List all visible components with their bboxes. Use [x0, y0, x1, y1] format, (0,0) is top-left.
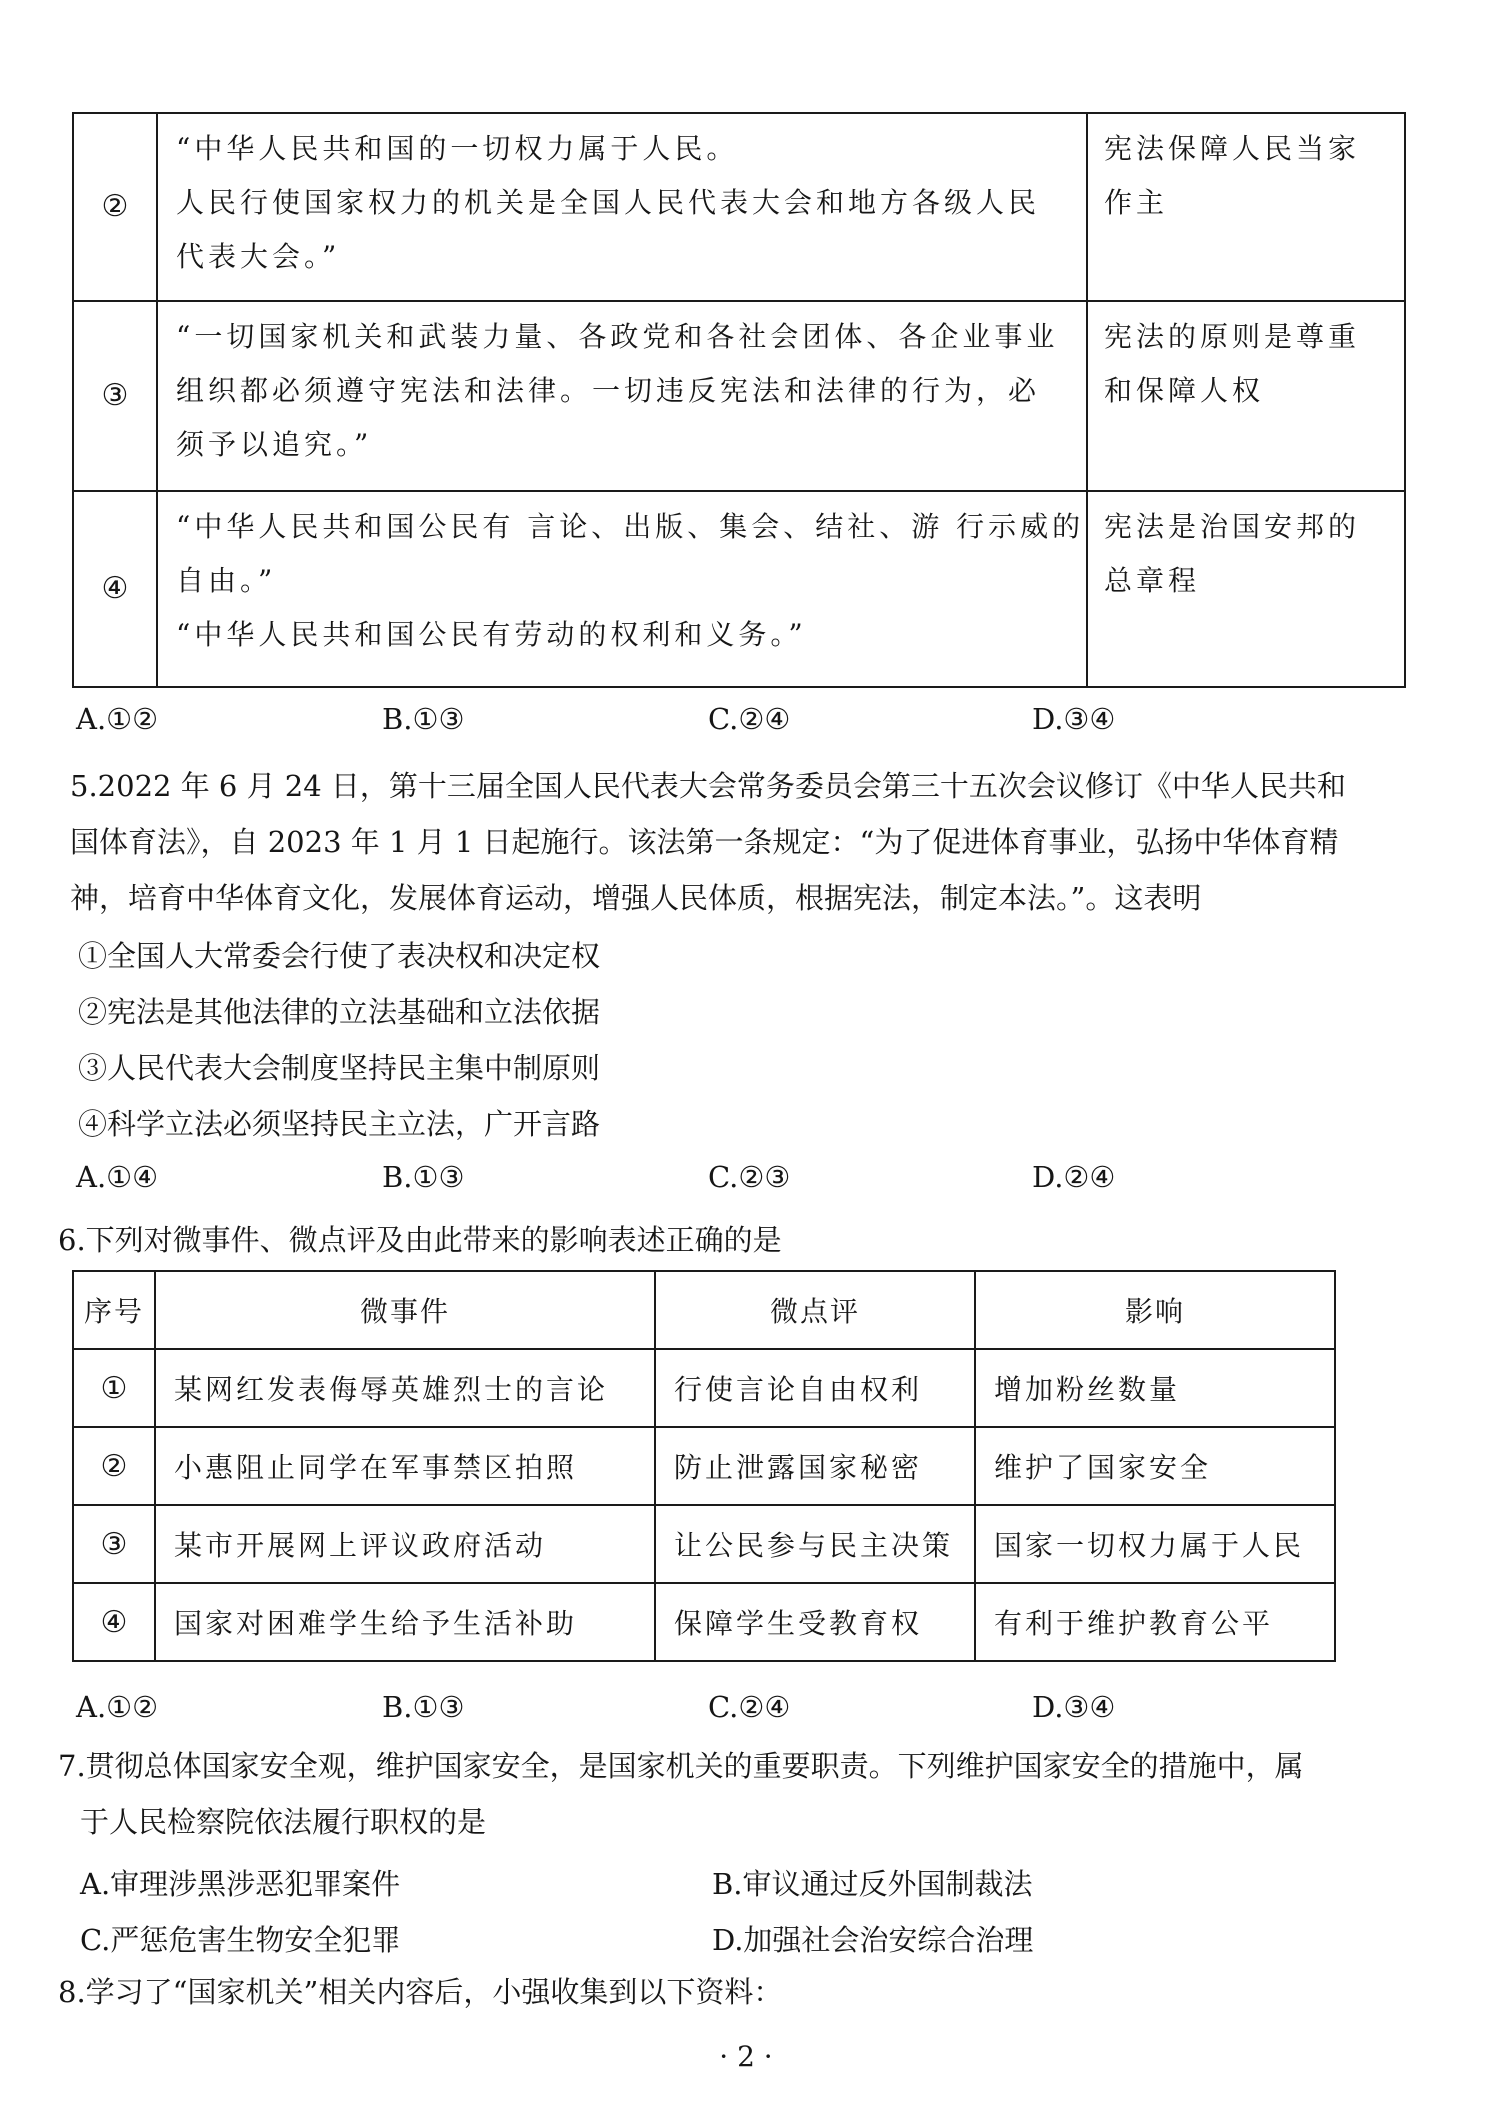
q6-options	[76, 1690, 1376, 1734]
q5-item: ①全国人大常委会行使了表决权和决定权	[78, 939, 601, 973]
table-row	[73, 113, 1405, 301]
impact-cell: 增加粉丝数量	[975, 1349, 1335, 1427]
constitution-table	[72, 112, 1406, 688]
option-d[interactable]: D.③④	[1032, 702, 1116, 736]
conclusion: 宪法是治国安邦的 总章程	[1087, 491, 1405, 687]
event-cell: 小惠阻止同学在军事禁区拍照	[155, 1427, 655, 1505]
table-row	[73, 1427, 1335, 1505]
table-header-row	[73, 1271, 1335, 1349]
comment-cell: 行使言论自由权利	[655, 1349, 975, 1427]
option-a[interactable]: A.①②	[76, 1690, 159, 1724]
row-number: ②	[73, 1427, 155, 1505]
table-row	[73, 301, 1405, 491]
option-c[interactable]: C.②④	[708, 702, 791, 736]
option-a[interactable]: A.审理涉黑涉恶犯罪案件	[80, 1867, 401, 1901]
q6-stem: 6.下列对微事件、微点评及由此带来的影响表述正确的是	[58, 1223, 782, 1257]
option-a[interactable]: A.①④	[76, 1160, 159, 1194]
impact-cell: 维护了国家安全	[975, 1427, 1335, 1505]
option-d[interactable]: D.加强社会治安综合治理	[712, 1923, 1034, 1957]
q5-options	[76, 1160, 1376, 1204]
impact-cell: 有利于维护教育公平	[975, 1583, 1335, 1661]
column-header: 影响	[975, 1271, 1335, 1349]
event-cell: 某网红发表侮辱英雄烈士的言论	[155, 1349, 655, 1427]
constitution-quote: “中华人民共和国公民有 言论、出版、集会、结社、游 行示威的 自由。” “中华人民共和国公民有劳动的权利和义务。”	[157, 491, 1087, 687]
option-d[interactable]: D.③④	[1032, 1690, 1116, 1724]
q5-item: ②宪法是其他法律的立法基础和立法依据	[78, 995, 601, 1029]
q8-stem: 8.学习了“国家机关”相关内容后，小强收集到以下资料：	[58, 1975, 783, 2009]
row-number: ③	[73, 1505, 155, 1583]
row-number: ②	[73, 113, 157, 301]
option-b[interactable]: B.①③	[382, 702, 465, 736]
option-d[interactable]: D.②④	[1032, 1160, 1116, 1194]
table-row	[73, 1505, 1335, 1583]
q5-item: ④科学立法必须坚持民主立法，广开言路	[78, 1107, 601, 1141]
row-number: ④	[73, 1583, 155, 1661]
option-b[interactable]: B.①③	[382, 1160, 465, 1194]
comment-cell: 防止泄露国家秘密	[655, 1427, 975, 1505]
option-c[interactable]: C.严惩危害生物安全犯罪	[80, 1923, 401, 1957]
column-header: 序号	[73, 1271, 155, 1349]
option-b[interactable]: B.审议通过反外国制裁法	[712, 1867, 1033, 1901]
events-table	[72, 1270, 1336, 1662]
conclusion: 宪法的原则是尊重 和保障人权	[1087, 301, 1405, 491]
table-row	[73, 1349, 1335, 1427]
row-number: ③	[73, 301, 157, 491]
q5-stem: 5.2022 年 6 月 24 日，第十三届全国人民代表大会常务委员会第三十五次会议修订《中华人民共和 国体育法》，自 2023 年 1 月 1 日起施行。该法第一条规定：“为了促进体育事业，弘扬中华体育精 神，培育中华体育文化，发展体育运动，增强人民体质，根据宪法，制定本法。”。这表明	[70, 769, 1346, 915]
impact-cell: 国家一切权力属于人民	[975, 1505, 1335, 1583]
comment-cell: 让公民参与民主决策	[655, 1505, 975, 1583]
q4-options	[76, 702, 1376, 746]
option-c[interactable]: C.②③	[708, 1160, 791, 1194]
event-cell: 国家对困难学生给予生活补助	[155, 1583, 655, 1661]
option-c[interactable]: C.②④	[708, 1690, 791, 1724]
q7-stem: 7.贯彻总体国家安全观，维护国家安全，是国家机关的重要职责。下列维护国家安全的措施中，属 于人民检察院依法履行职权的是	[58, 1749, 1304, 1839]
constitution-quote: “一切国家机关和武装力量、各政党和各社会团体、各企业事业 组织都必须遵守宪法和法律。一切违反宪法和法律的行为，必 须予以追究。”	[157, 301, 1087, 491]
row-number: ①	[73, 1349, 155, 1427]
event-cell: 某市开展网上评议政府活动	[155, 1505, 655, 1583]
conclusion: 宪法保障人民当家 作主	[1087, 113, 1405, 301]
column-header: 微点评	[655, 1271, 975, 1349]
column-header: 微事件	[155, 1271, 655, 1349]
option-a[interactable]: A.①②	[76, 702, 159, 736]
page-number: · 2 ·	[719, 2040, 773, 2073]
row-number: ④	[73, 491, 157, 687]
table-row	[73, 1583, 1335, 1661]
table-row	[73, 491, 1405, 687]
q5-item: ③人民代表大会制度坚持民主集中制原则	[78, 1051, 601, 1085]
constitution-quote: “中华人民共和国的一切权力属于人民。 人民行使国家权力的机关是全国人民代表大会和地方各级人民 代表大会。”	[157, 113, 1087, 301]
comment-cell: 保障学生受教育权	[655, 1583, 975, 1661]
option-b[interactable]: B.①③	[382, 1690, 465, 1724]
